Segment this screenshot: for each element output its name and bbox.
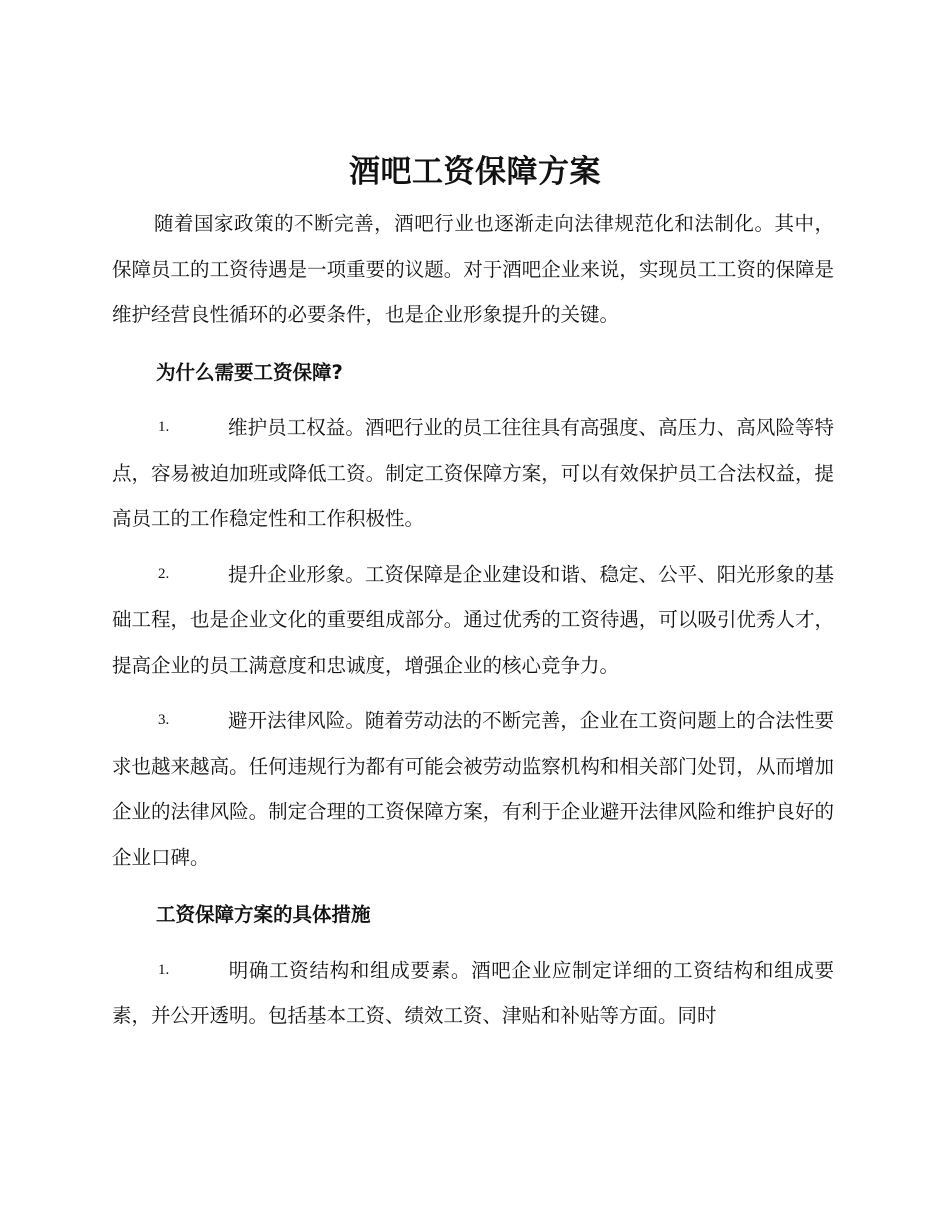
list-item-number: 1. <box>158 419 170 435</box>
list-item-text: 维护员工权益。酒吧行业的员工往往具有高强度、高压力、高风险等特点，容易被迫加班或降低工资。制定工资保障方案，可以有效保护员工合法权益，提高员工的工作稳定性和工作积极性。 <box>112 416 834 530</box>
list-item <box>112 698 834 880</box>
list-item-number: 3. <box>158 712 170 728</box>
list-item-text: 避开法律风险。随着劳动法的不断完善，企业在工资问题上的合法性要求也越来越高。任何违规行为都有可能会被劳动监察机构和相关部门处罚，从而增加企业的法律风险。制定合理的工资保障方案，有利于企业避开法律风险和维护良好的企业口碑。 <box>112 709 834 869</box>
list-item-text: 明确工资结构和组成要素。酒吧企业应制定详细的工资结构和组成要素，并公开透明。包括基本工资、绩效工资、津贴和补贴等方面。同时 <box>112 958 834 1027</box>
list-item-number: 2. <box>158 565 170 582</box>
section-heading-measures: 工资保障方案的具体措施 <box>156 903 371 926</box>
list-item <box>112 405 834 542</box>
section-heading-why: 为什么需要工资保障? <box>156 360 343 384</box>
document-body <box>112 201 834 1049</box>
list-item <box>112 948 834 1039</box>
intro-paragraph: 随着国家政策的不断完善，酒吧行业也逐渐走向法律规范化和法制化。其中，保障员工的工资待遇是一项重要的议题。对于酒吧企业来说，实现员工工资的保障是维护经营良性循环的必要条件，也是企业形象提升的关键。 <box>112 212 834 326</box>
list-item <box>112 552 834 689</box>
list-item-number: 1. <box>158 961 170 978</box>
document-title: 酒吧工资保障方案 <box>349 154 601 190</box>
list-item-text: 提升企业形象。工资保障是企业建设和谐、稳定、公平、阳光形象的基础工程，也是企业文化的重要组成部分。通过优秀的工资待遇，可以吸引优秀人才，提高企业的员工满意度和忠诚度，增强企业的核心竞争力。 <box>112 562 834 677</box>
